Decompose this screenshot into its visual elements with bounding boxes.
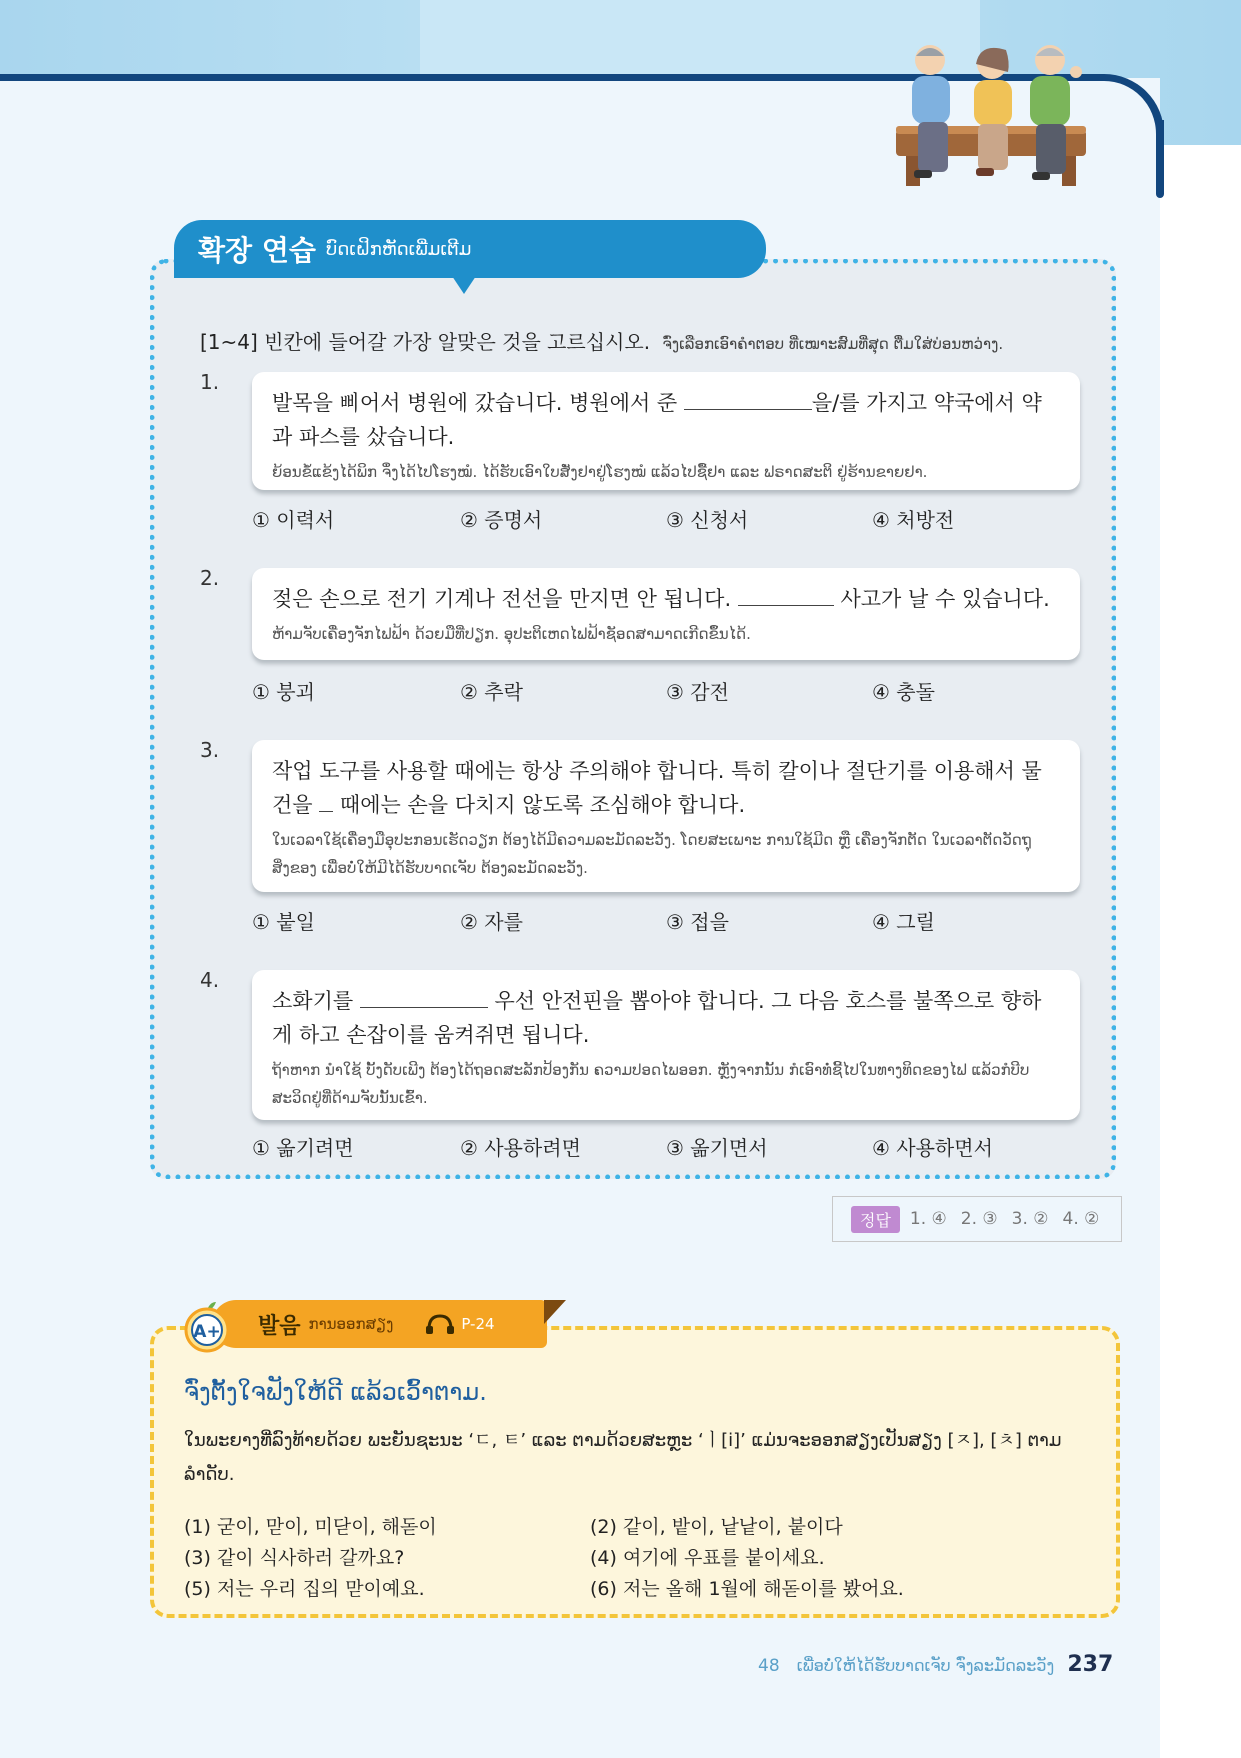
- question-card: [252, 740, 1080, 892]
- answer-item: 3. ②: [1011, 1209, 1049, 1229]
- question-translation: ຫ້າມຈັບເຄື່ອງຈັກໄຟຟ້າ ດ້ວຍມືທີ່ປຽກ. ອຸປະຕິເຫດໄຟຟ້າຊັອດສາມາດເກີດຂຶ້ນໄດ້.: [272, 625, 751, 643]
- question-translation: ຍ້ອນຂໍ້ແຂ້ງໄດ້ພິກ ຈຶ່ງໄດ້ໄປໂຮງໝໍ. ໄດ້ຮັບເອົາໃບສັ່ງຢາຢູ່ໂຮງໝໍ ແລ້ວໄປຊື້ຢາ ແລະ ຟຣາດສະຕິ ຢູ່ຮ້ານຂາຍຢາ.: [272, 463, 928, 481]
- apple-badge-icon: [180, 1300, 234, 1354]
- choice-option[interactable]: ② 사용하려면: [460, 1136, 581, 1160]
- choice-row: [252, 1132, 1080, 1162]
- instruction-korean: [1~4] 빈칸에 들어갈 가장 알맞은 것을 고르십시오.: [200, 330, 651, 354]
- elderly-people-on-bench-illustration: [890, 38, 1100, 198]
- choice-option[interactable]: ① 이력서: [252, 508, 335, 532]
- question-number: 2.: [200, 566, 220, 590]
- pronunciation-tab-tail: [544, 1300, 566, 1324]
- choice-option[interactable]: ④ 그릴: [872, 910, 935, 934]
- question-card: [252, 568, 1080, 660]
- page-footer: [758, 1652, 1128, 1682]
- question-text: 발목을 삐어서 병원에 갔습니다. 병원에서 준 을/를 가지고 약국에서 약과 파스를 샀습니다.: [272, 386, 1060, 454]
- choice-option[interactable]: ④ 충돌: [872, 680, 935, 704]
- question-number: 3.: [200, 738, 220, 762]
- choice-option[interactable]: ① 붙일: [252, 910, 315, 934]
- instruction-lao: ຈົ່ງເລືອກເອົາຄຳຕອບ ທີ່ເໝາະສົມທີ່ສຸດ ຕື່ມໃສ່ບ່ອນຫວ່າງ.: [662, 335, 1004, 353]
- pronunciation-title: 발음: [258, 1313, 301, 1339]
- audio-track-label: P-24: [461, 1315, 495, 1333]
- apple-badge-text: A+: [193, 1322, 221, 1342]
- choice-option[interactable]: ④ 처방전: [872, 508, 955, 532]
- choice-row: [252, 676, 1080, 706]
- choice-option[interactable]: ③ 옮기면서: [666, 1136, 768, 1160]
- answer-key: [832, 1196, 1122, 1242]
- question-text: 작업 도구를 사용할 때에는 항상 주의해야 합니다. 특히 칼이나 절단기를 이용해서 물건을 때에는 손을 다치지 않도록 조심해야 합니다.: [272, 759, 1042, 817]
- answer-label: 정답: [851, 1206, 900, 1233]
- choice-option[interactable]: ② 자를: [460, 910, 523, 934]
- audio-reference[interactable]: [425, 1313, 494, 1335]
- pronunciation-explanation: ໃນພະຍາງທີ່ລົງທ້າຍດ້ວຍ ພະຍັນຊະນະ ‘ㄷ, ㅌ’ ແລະ ຕາມດ້ວຍສະຫຼະ ‘ㅣ[i]’ ແມ່ນຈະອອກສຽງເປັນສຽງ [ㅈ], [ㅊ] ຕາມລຳດັບ.: [184, 1430, 1062, 1485]
- choice-option[interactable]: ① 붕괴: [252, 680, 315, 704]
- practice-title: 확장 연습: [198, 234, 316, 267]
- answer-item: 2. ③: [960, 1209, 998, 1229]
- question-number: 1.: [200, 370, 220, 394]
- practice-tab-notch: [452, 276, 476, 294]
- choice-option[interactable]: ③ 접을: [666, 910, 729, 934]
- answer-blank: [738, 583, 834, 606]
- pronunciation-header: [212, 1300, 547, 1348]
- header-drop: [1156, 120, 1164, 198]
- choice-option[interactable]: ① 옮기려면: [252, 1136, 354, 1160]
- answer-item: 1. ④: [909, 1209, 947, 1229]
- practice-header: [174, 220, 766, 278]
- example-item: (3) 같이 식사하러 갈까요?: [184, 1547, 405, 1569]
- practice-instruction: [200, 326, 1100, 355]
- example-item: (2) 같이, 밭이, 낱낱이, 붙이다: [590, 1516, 843, 1538]
- question-text: 젖은 손으로 전기 기계나 전선을 만지면 안 됩니다. 사고가 날 수 있습니다.: [272, 582, 1060, 616]
- choice-option[interactable]: ③ 감전: [666, 680, 729, 704]
- answer-blank: [360, 985, 488, 1008]
- choice-row: [252, 504, 1080, 534]
- question-translation: ຖ້າຫາກ ນຳໃຊ້ ບັ້ງດັບເພີງ ຕ້ອງໄດ້ຖອດສະລັກປ້ອງກັນ ຄວາມປອດໄພອອກ. ຫຼັງຈາກນັ້ນ ກໍເອົາທໍ່ຊີ້ໄປໃນທາງທິດຂອງໄຟ ແລ້ວກໍບີບ ສະວິດຢູ່ທີ່ດ້າມຈັບນັ້ນເຂົ້າ.: [272, 1061, 1030, 1107]
- answer-blank: [684, 387, 812, 410]
- headphones-icon: [425, 1313, 455, 1335]
- choice-option[interactable]: ④ 사용하면서: [872, 1136, 993, 1160]
- question-card: [252, 970, 1080, 1120]
- pronunciation-subtitle: ການອອກສຽງ: [308, 1315, 394, 1333]
- chapter-title: ເພື່ອບໍ່ໃຫ້ໄດ້ຮັບບາດເຈັບ ຈົ່ງລະມັດລະວັງ: [796, 1656, 1055, 1675]
- choice-option[interactable]: ③ 신청서: [666, 508, 749, 532]
- example-item: (1) 굳이, 맏이, 미닫이, 해돋이: [184, 1516, 437, 1538]
- choice-option[interactable]: ② 추락: [460, 680, 523, 704]
- question-card: [252, 372, 1080, 490]
- choice-option[interactable]: ② 증명서: [460, 508, 543, 532]
- choice-row: [252, 906, 1080, 936]
- question-translation: ໃນເວລາໃຊ້ເຄື່ອງມືອຸປະກອນເຮັດວຽກ ຕ້ອງໄດ້ມີຄວາມລະມັດລະວັງ. ໂດຍສະເພາະ ການໃຊ້ມີດ ຫຼື ເຄື່ອງຈັກຕັດ ໃນເວລາຕັດວັດຖຸສິ່ງຂອງ ເພື່ອບໍ່ໃຫ້ມີໄດ້ຮັບບາດເຈັບ ຕ້ອງລະມັດລະວັງ.: [272, 831, 1032, 877]
- example-item: (6) 저는 올해 1월에 해돋이를 봤어요.: [590, 1578, 904, 1600]
- practice-subtitle: ບົດເຝິກຫັດເພີ່ມເຕີມ: [325, 238, 472, 260]
- question-text: 소화기를 우선 안전핀을 뽑아야 합니다. 그 다음 호스를 불쪽으로 향하게 하고 손잡이를 움켜쥐면 됩니다.: [272, 984, 1060, 1052]
- example-item: (5) 저는 우리 집의 맏이예요.: [184, 1578, 425, 1600]
- answer-item: 4. ②: [1062, 1209, 1100, 1229]
- example-item: (4) 여기에 우표를 붙이세요.: [590, 1547, 825, 1569]
- page-number: 237: [1067, 1652, 1114, 1677]
- answer-blank: [319, 789, 333, 812]
- chapter-number: 48: [758, 1656, 780, 1676]
- question-number: 4.: [200, 968, 220, 992]
- pronunciation-heading: ຈົ່ງຕັ້ງໃຈຟັງໃຫ້ດີ ແລ້ວເວົ້າຕາມ.: [184, 1378, 487, 1406]
